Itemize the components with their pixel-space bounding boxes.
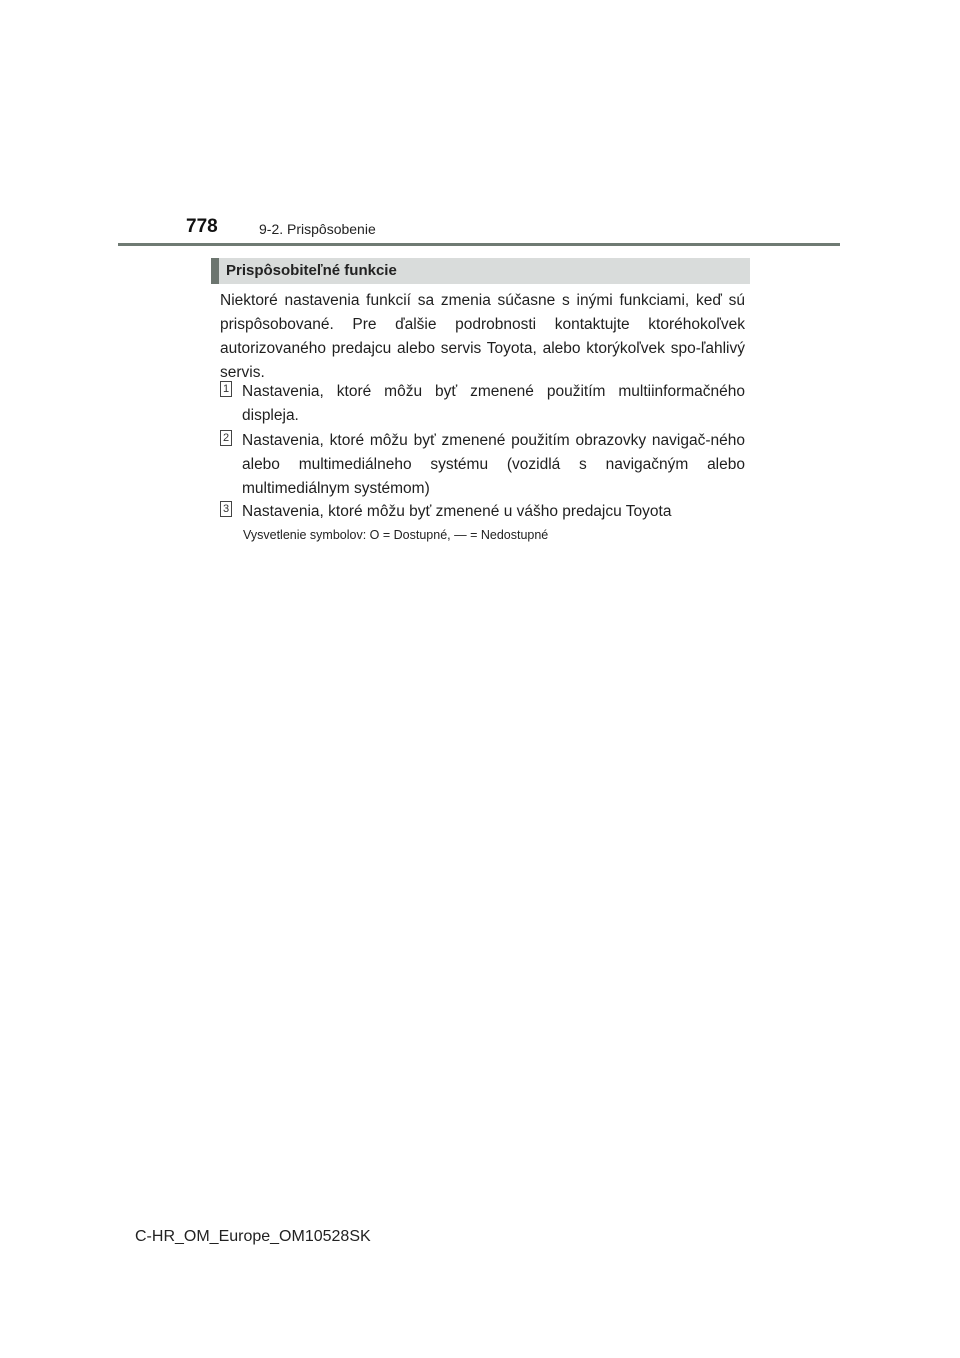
header-divider bbox=[118, 243, 840, 246]
numbered-item-1 bbox=[220, 380, 745, 428]
numbered-item-text: Nastavenia, ktoré môžu byť zmenené použitím multiinformačného displeja. bbox=[242, 383, 745, 424]
symbol-legend-note: Vysvetlenie symbolov: O = Dostupné, — = Nedostupné bbox=[243, 528, 549, 542]
section-path: 9-2. Prispôsobenie bbox=[259, 221, 376, 237]
number-3-icon: 3 bbox=[220, 501, 232, 517]
section-heading: Prispôsobiteľné funkcie bbox=[211, 258, 750, 284]
numbered-item-text: Nastavenia, ktoré môžu byť zmenené u vášho predajcu Toyota bbox=[242, 503, 672, 520]
document-code: C-HR_OM_Europe_OM10528SK bbox=[135, 1228, 371, 1245]
numbered-item-2 bbox=[220, 429, 745, 501]
intro-paragraph: Niektoré nastavenia funkcií sa zmenia súčasne s inými funkciami, keď sú prispôsobované. Pre ďalšie podrobnosti kontaktujte ktoréhokoľvek autorizovaného predajcu alebo servis Toyota, alebo ktorýkoľvek spo-ľahlivý servis. bbox=[220, 292, 745, 381]
page-number: 778 bbox=[186, 216, 218, 237]
number-2-icon: 2 bbox=[220, 430, 232, 446]
numbered-item-text: Nastavenia, ktoré môžu byť zmenené použitím obrazovky navigač-ného alebo multimediálneho systému (vozidlá s navigačným alebo multimediálnym systémom) bbox=[242, 432, 745, 497]
number-1-icon: 1 bbox=[220, 381, 232, 397]
numbered-item-3 bbox=[220, 500, 745, 524]
